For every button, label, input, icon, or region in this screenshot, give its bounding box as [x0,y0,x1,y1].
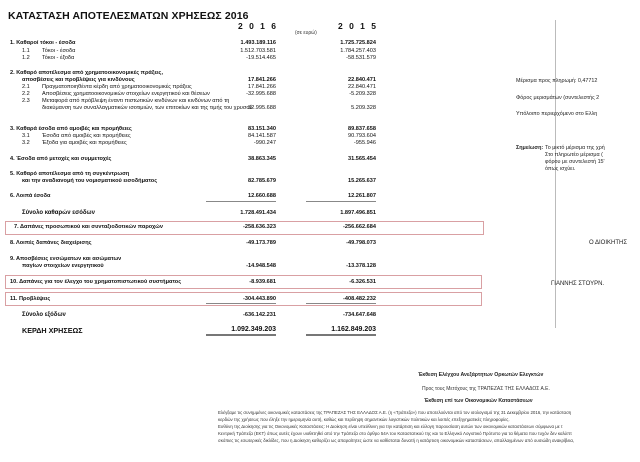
row-2-2016: 17.841.266 [248,77,276,83]
row-5-label-line1: 5. Καθαρό αποτέλεσμα από τη συγκέντρωση [10,171,130,177]
subtotal-rule-2015-exp [306,303,376,304]
row-3-2-label: Έξοδα για αμοιβές και προμήθειες [42,140,127,146]
row-11-2016: -304.443.890 [243,296,276,302]
row-2-3-2016: 32.995.688 [248,105,276,111]
row-3-1-2015: 90.793.604 [348,133,376,139]
column-header-2015: 2 0 1 5 [338,21,378,31]
row-2-1-number: 2.1 [22,84,30,90]
row-9-label-line2: παγίων στοιχείων ενεργητικού [22,263,104,269]
addressee-line: Προς τους Μετόχους της ΤΡΑΠΕΖΑΣ ΤΗΣ ΕΛΛΑΔΟΣ Α.Ε. [422,386,550,392]
row-8-2016: -49.173.789 [246,240,276,246]
row-11-2015: -408.482.232 [343,296,376,302]
subtotal-rule-2016 [206,201,276,202]
note-line-4: όπως ισχύει. [545,166,576,172]
row-2-2-label: Αποσβέσεις χρηματοοικονομικών στοιχείων ενεργητικού και θέσεων [42,91,210,97]
row-6-2015: 12.261.807 [348,193,376,199]
row-4-label: 4. Έσοδα από μετοχές και συμμετοχές [10,156,112,162]
row-1-2-2015: -58.531.579 [346,55,376,61]
note-line-3: φόρου με συντελεστή 15' [545,159,605,165]
row-3-2-2016: -990.247 [253,140,276,146]
row-11-label: 11. Προβλέψεις [10,296,51,302]
row-10-label: 10. Δαπάνες για τον έλεγχο του χρηματοπιστωτικού συστήματος [10,279,182,285]
governor-name: ΓΙΑΝΝΗΣ ΣΤΟΥΡΝ. [551,281,605,287]
note-label: Σημείωση: [516,145,544,151]
row-1-2-label: Τόκοι - έξοδα [42,55,75,61]
row-3-1-number: 3.1 [22,133,30,139]
row-3-label: 3. Καθαρά έσοδα από αμοιβές και προμήθειες [10,126,132,132]
row-4-2016: 38.863.345 [248,156,276,162]
dividend-text: Μέρισμα προς πληρωμή: 0,47712 [516,78,598,84]
row-2-3-label-line1: Μεταφορά από πρόβλεψη έναντι πιστωτικών κινδύνων και κινδύνων από τη [42,98,230,104]
row-2-2-2016: -32.995.688 [246,91,276,97]
audit-paragraph-line-2: κερδών της χρήσεως που έληξε την ημερομηνία αυτή, καθώς και περίληψη σημαντικών λογιστικών πολιτικών και λοιπές επεξηγηματικές πληροφορίες. [218,417,510,422]
row-1-2015: 1.725.725.824 [340,40,376,46]
total-income-2016: 1.728.491.434 [240,210,276,216]
row-9-2016: -14.948.548 [246,263,276,269]
row-5-2015: 15.265.637 [348,178,376,184]
row-1-1-2015: 1.784.257.403 [340,48,376,54]
row-8-label: 8. Λοιπές δαπάνες διαχείρισης [10,240,92,246]
profit-2015: 1.162.849.203 [306,326,376,336]
row-3-2-2015: -955.946 [353,140,376,146]
row-7-label: 7. Δαπάνες προσωπικού και συνταξιοδοτικών παροχών [14,224,163,230]
total-income-2015: 1.897.496.851 [340,210,376,216]
row-2-3-label-line2: διακύμανση των συναλλαγματικών ισοτιμιών, των επιτοκίων και της τιμής του χρυσού [42,105,253,111]
page-title: ΚΑΤΑΣΤΑΣΗ ΑΠΟΤΕΛΕΣΜΑΤΩΝ ΧΡΗΣΕΩΣ 2016 [8,10,249,22]
note-line-1: Το μικτό μέρισμα της χρή [545,145,605,151]
note-line-2: Στο πληρωτέο μέρισμα ( [545,152,603,158]
audit-paragraph-line-4: Κεντρική Τράπεζα (ΕΚΤ) όπως αυτές έχουν υιοθετηθεί από την Τράπεζα στο άρθρο 54Α του Καταστατικού της και το Ελληνικό Λογιστικό Πρότυπο για τα θέματα που τυχόν δεν καλύπτ [218,431,572,436]
audit-paragraph-line-5: σκόπιες τις εσωτερικές δικλίδες, που η Διοίκηση καθορίζει ως απαραίτητες ώστε να καθίσταται δυνατή η κατάρτιση οικονομικών καταστάσεων, απαλλαγμένων από ουσιώδη ανακρίβεια, [218,438,575,443]
total-expenses-2015: -734.647.648 [343,312,376,318]
governor-title: Ο ΔΙΟΙΚΗΤΗΣ [589,240,628,246]
row-2-2-2015: -5.209.328 [349,91,376,97]
row-4-2015: 31.565.454 [348,156,376,162]
row-5-2016: 82.785.679 [248,178,276,184]
row-1-2-2016: -19.514.465 [246,55,276,61]
row-7-2015: -256.662.684 [343,224,376,230]
row-2-3-number: 2.3 [22,98,30,104]
row-10-2016: -8.939.681 [249,279,276,285]
row-3-1-2016: 84.141.587 [248,133,276,139]
row-6-2016: 12.660.688 [248,193,276,199]
row-2-1-2016: 17.841.266 [248,84,276,90]
row-9-label-line1: 9. Αποσβέσεις ενσώματων και ασώματων [10,256,122,262]
row-1-1-2016: 1.512.703.581 [240,48,276,54]
row-2-1-2015: 22.840.471 [348,84,376,90]
unit-label: (σε ευρώ) [295,30,317,36]
column-header-2016: 2 0 1 6 [238,21,278,31]
subtotal-rule-2015 [306,201,376,202]
row-3-2-number: 3.2 [22,140,30,146]
profit-2016: 1.092.349.203 [206,326,276,336]
subtotal-rule-2016-exp [206,303,276,304]
remaining-text: Υπόλοιπο περιερχόμενο στο Ελλη [516,111,598,117]
row-2-1-label: Πραγματοποιηθέντα κέρδη από χρηματοοικονομικές πράξεις [42,84,192,90]
total-expenses-label: Σύνολο εξόδων [22,312,66,318]
row-5-label-line2: και την αναδιανομή του νομισματικού εισοδήματος [22,178,158,184]
row-2-label-line1: 2. Καθαρό αποτέλεσμα από χρηματοοικονομικές πράξεις, [10,70,164,76]
auditor-report-heading: Έκθεση Ελέγχου Ανεξάρτητων Ορκωτών Ελεγκτών [418,372,544,378]
row-3-2015: 89.837.658 [348,126,376,132]
row-2-label-line2: αποσβέσεις και προβλέψεις για κινδύνους [22,77,135,83]
row-1-label: 1. Καθαροί τόκοι - έσοδα [10,40,76,46]
row-7-2016: -258.636.323 [243,224,276,230]
row-8-2015: -49.798.073 [346,240,376,246]
profit-label: ΚΕΡΔΗ ΧΡΗΣΕΩΣ [22,326,83,335]
row-1-1-number: 1.1 [22,48,30,54]
audit-paragraph-line-3: Ευθύνη της Διοίκησης για τις Οικονομικές Καταστάσεις: Η Διοίκηση είναι υπεύθυνη για την κατάρτιση και εύλογη παρουσίαση αυτών των οικονομικών καταστάσεων σύμφωνα με τ [218,424,563,429]
audit-paragraph-line-1: Ελέγξαμε τις συνημμένες οικονομικές καταστάσεις της ΤΡΑΠΕΖΑΣ ΤΗΣ ΕΛΛΑΔΟΣ Α.Ε. (η «Τράπεζα») που αποτελούνται από τον ισολογισμό της 31 Δεκεμβρίου 2016, την κατάσταση [218,410,572,415]
total-income-label: Σύνολο καθαρών εσόδων [22,210,95,216]
row-1-2-number: 1.2 [22,55,30,61]
financial-statements-heading: Έκθεση επί των Οικονομικών Καταστάσεων [424,398,533,404]
row-10-2015: -6.326.531 [349,279,376,285]
row-9-2015: -13.378.128 [346,263,376,269]
row-2-3-2015: 5.209.328 [351,105,376,111]
dividend-tax-text: Φόρος μερισμάτων (συντελεστής 2 [516,95,600,101]
row-2-2015: 22.840.471 [348,77,376,83]
row-1-2016: 1.493.189.116 [240,40,276,46]
row-6-label: 6. Λοιπά έσοδα [10,193,51,199]
total-expenses-2016: -636.142.231 [243,312,276,318]
row-1-1-label: Τόκοι - έσοδα [42,48,76,54]
row-3-2016: 83.151.340 [248,126,276,132]
row-2-2-number: 2.2 [22,91,30,97]
row-3-1-label: Έσοδα από αμοιβές και προμήθειες [42,133,131,139]
